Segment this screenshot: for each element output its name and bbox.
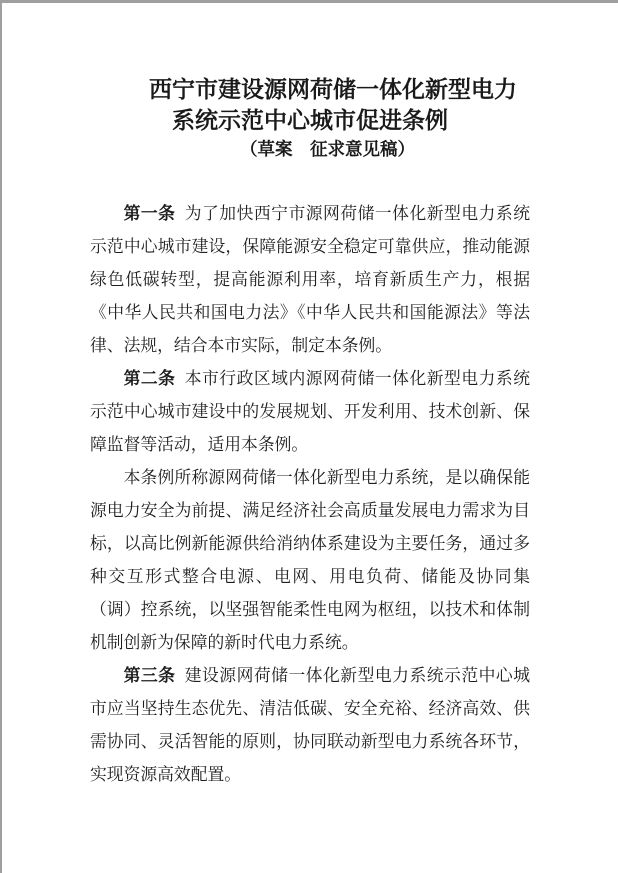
document-title-line-1: 西宁市建设源网荷储一体化新型电力 — [149, 76, 517, 102]
paragraph-article-3 — [90, 659, 530, 791]
article-2-label: 第二条 — [123, 369, 176, 388]
article-3-text: 建设源网荷储一体化新型电力系统示范中心城市应当坚持生态优先、清洁低碳、安全充裕、经济高效、供需协同、灵活智能的原则，协同联动新型电力系统各环节，实现资源高效配置。 — [90, 666, 530, 784]
document-title-line-2: 系统示范中心城市促进条例 — [172, 107, 448, 133]
article-3-label: 第三条 — [123, 666, 176, 685]
paragraph-article-1 — [90, 197, 530, 362]
article-1-label: 第一条 — [123, 204, 176, 223]
paragraph-article-2 — [90, 362, 530, 461]
article-1-text: 为了加快西宁市源网荷储一体化新型电力系统示范中心城市建设，保障能源安全稳定可靠供应，推动能源绿色低碳转型，提高能源利用率，培育新质生产力，根据《中华人民共和国电力法》《中华人民共和国能源法》等法律、法规，结合本市实际，制定本条例。 — [90, 204, 530, 355]
document-body — [90, 197, 530, 791]
paragraph-definition — [90, 461, 530, 659]
document-title — [93, 74, 527, 162]
article-2-text: 本市行政区域内源网荷储一体化新型电力系统示范中心城市建设中的发展规划、开发利用、技术创新、保障监督等活动，适用本条例。 — [90, 369, 530, 454]
definition-text: 本条例所称源网荷储一体化新型电力系统，是以确保能源电力安全为前提、满足经济社会高质量发展电力需求为目标，以高比例新能源供给消纳体系建设为主要任务，通过多种交互形式整合电源、电网、用电负荷、储能及协同集（调）控系统，以坚强智能柔性电网为枢纽，以技术和体制机制创新为保障的新时代电力系统。 — [90, 468, 530, 652]
document-subtitle: （草案 征求意见稿） — [240, 139, 415, 159]
